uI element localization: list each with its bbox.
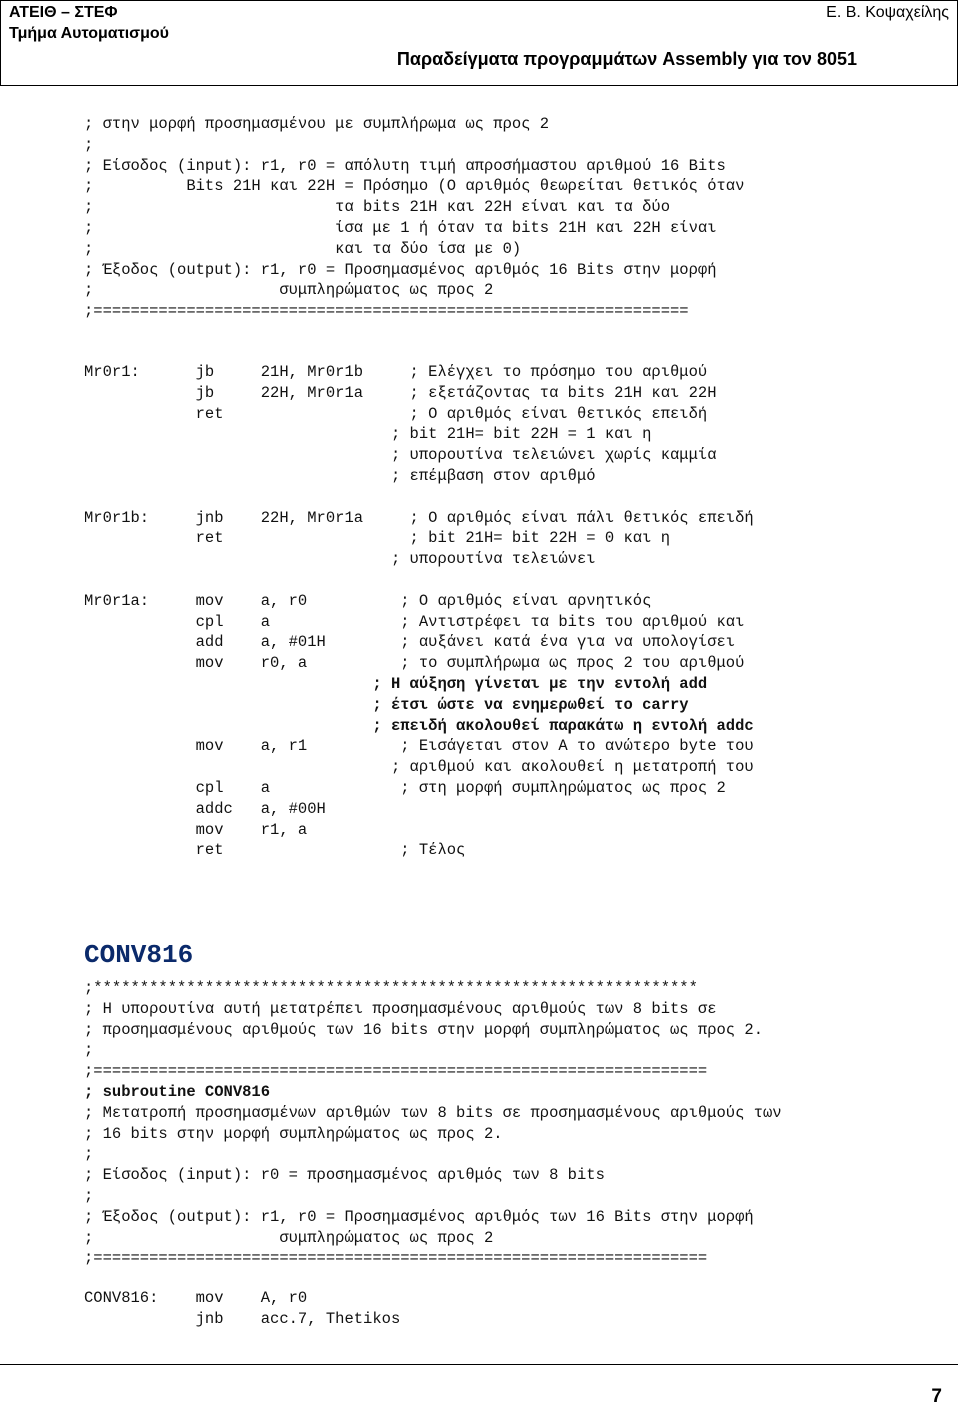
code-line: ; και τα δύο ίσα με 0) xyxy=(84,239,522,258)
code-block-conv816 xyxy=(84,1288,400,1330)
code-line xyxy=(84,570,754,591)
code-line: mov a, r1 ; Εισάγεται στον A το ανώτερο byte του xyxy=(84,737,754,756)
code-block-conv816-comments xyxy=(84,978,782,1269)
code-block-mr0r1 xyxy=(84,362,754,861)
code-line: ; συμπληρώματος ως προς 2 xyxy=(84,1228,494,1247)
code-line: mov r1, a xyxy=(84,820,308,839)
code-line: ; Η υπορουτίνα αυτή μετατρέπει προσημασμένους αριθμούς των 8 bits σε xyxy=(84,999,717,1018)
code-line: ; υπορουτίνα τελειώνει χωρίς καμμία xyxy=(84,446,717,465)
code-line: ; επειδή ακολουθεί παρακάτω η εντολή addc xyxy=(84,716,754,735)
code-line: ; Έξοδος (output): r1, r0 = Προσημασμένος αριθμός των 16 Bits στην μορφή xyxy=(84,1207,754,1226)
code-line: jb 22H, Mr0r1a ; εξετάζοντας τα bits 21H και 22H xyxy=(84,383,717,402)
code-line: ret ; bit 21H= bit 22H = 0 και η xyxy=(84,529,670,548)
code-line xyxy=(84,487,754,508)
code-line: ; Bits 21H και 22H = Πρόσημο (Ο αριθμός θεωρείται θετικός όταν xyxy=(84,177,745,196)
page-number: 7 xyxy=(931,1386,942,1407)
code-line: addc a, #00H xyxy=(84,799,326,818)
code-line: ; xyxy=(84,135,94,154)
code-line: add a, #01H ; αυξάνει κατά ένα για να υπολογίσει xyxy=(84,633,736,652)
section-title: CONV816 xyxy=(84,940,194,970)
code-line: ;================================================================== xyxy=(84,1062,708,1081)
code-line: ; Έξοδος (output): r1, r0 = Προσημασμένος αριθμός 16 Bits στην μορφή xyxy=(84,260,717,279)
header-institution: ΑΤΕΙΘ – ΣΤΕΦ xyxy=(9,4,118,21)
header-author: Ε. Β. Κοψαχείλης xyxy=(826,4,949,21)
code-line: ;================================================================== xyxy=(84,1249,708,1268)
page-header xyxy=(0,0,958,86)
code-line: Mr0r1a: mov a, r0 ; Ο αριθμός είναι αρνητικός xyxy=(84,591,652,610)
code-line: ; 16 bits στην μορφή συμπληρώματος ως προς 2. xyxy=(84,1124,503,1143)
code-line: ; υπορουτίνα τελειώνει xyxy=(84,550,596,569)
code-line: ; xyxy=(84,1145,94,1164)
code-line: ; αριθμού και ακολουθεί η μετατροπή του xyxy=(84,758,754,777)
code-line: ; επέμβαση στον αριθμό xyxy=(84,466,596,485)
code-line: Mr0r1b: jnb 22H, Mr0r1a ; Ο αριθμός είναι πάλι θετικός επειδή xyxy=(84,508,754,527)
code-line: ; Μετατροπή προσημασμένων αριθμών των 8 bits σε προσημασμένους αριθμούς των xyxy=(84,1103,782,1122)
code-line: cpl a ; στη μορφή συμπληρώματος ως προς 2 xyxy=(84,778,726,797)
code-line: cpl a ; Αντιστρέφει τα bits του αριθμού και xyxy=(84,612,745,631)
code-line: mov r0, a ; το συμπλήρωμα ως προς 2 του αριθμού xyxy=(84,654,745,673)
code-line: ; xyxy=(84,1041,94,1060)
header-title: Παραδείγματα προγραμμάτων Assembly για τον 8051 xyxy=(396,49,857,69)
code-line: ; xyxy=(84,1186,94,1205)
header-department: Τμήμα Αυτοματισμού xyxy=(9,25,169,42)
code-line: ; προσημασμένους αριθμούς των 16 bits στην μορφή συμπληρώματος ως προς 2. xyxy=(84,1020,764,1039)
code-line: ; Η αύξηση γίνεται με την εντολή add xyxy=(84,674,708,693)
code-line: ; τα bits 21H και 22H είναι και τα δύο xyxy=(84,198,670,217)
code-line: CONV816: mov A, r0 xyxy=(84,1289,308,1307)
code-line: ; bit 21H= bit 22H = 1 και η xyxy=(84,425,652,444)
code-line: ;================================================================ xyxy=(84,302,689,321)
code-line: jnb acc.7, Thetikos xyxy=(84,1309,401,1328)
code-line: Mr0r1: jb 21H, Mr0r1b ; Ελέγχει το πρόσημο του αριθμού xyxy=(84,363,708,381)
code-block-header-comments xyxy=(84,114,744,322)
code-line: ; subroutine CONV816 xyxy=(84,1082,271,1101)
code-line: ; Είσοδος (input): r1, r0 = απόλυτη τιμή απροσήμαστου αριθμού 16 Bits xyxy=(84,156,726,175)
code-line: ; έτσι ώστε να ενημερωθεί το carry xyxy=(84,695,689,714)
code-line: ; συμπληρώματος ως προς 2 xyxy=(84,281,494,300)
code-line: ;***************************************************************** xyxy=(84,979,698,997)
code-line: ret ; Ο αριθμός είναι θετικός επειδή xyxy=(84,404,708,423)
code-line: ; Είσοδος (input): r0 = προσημασμένος αριθμός των 8 bits xyxy=(84,1166,605,1185)
footer-divider xyxy=(0,1364,958,1365)
code-line: ; ίσα με 1 ή όταν τα bits 21H και 22H είναι xyxy=(84,218,717,237)
code-line: ; στην μορφή προσημασμένου με συμπλήρωμα ως προς 2 xyxy=(84,115,550,133)
code-line: ret ; Τέλος xyxy=(84,841,466,860)
